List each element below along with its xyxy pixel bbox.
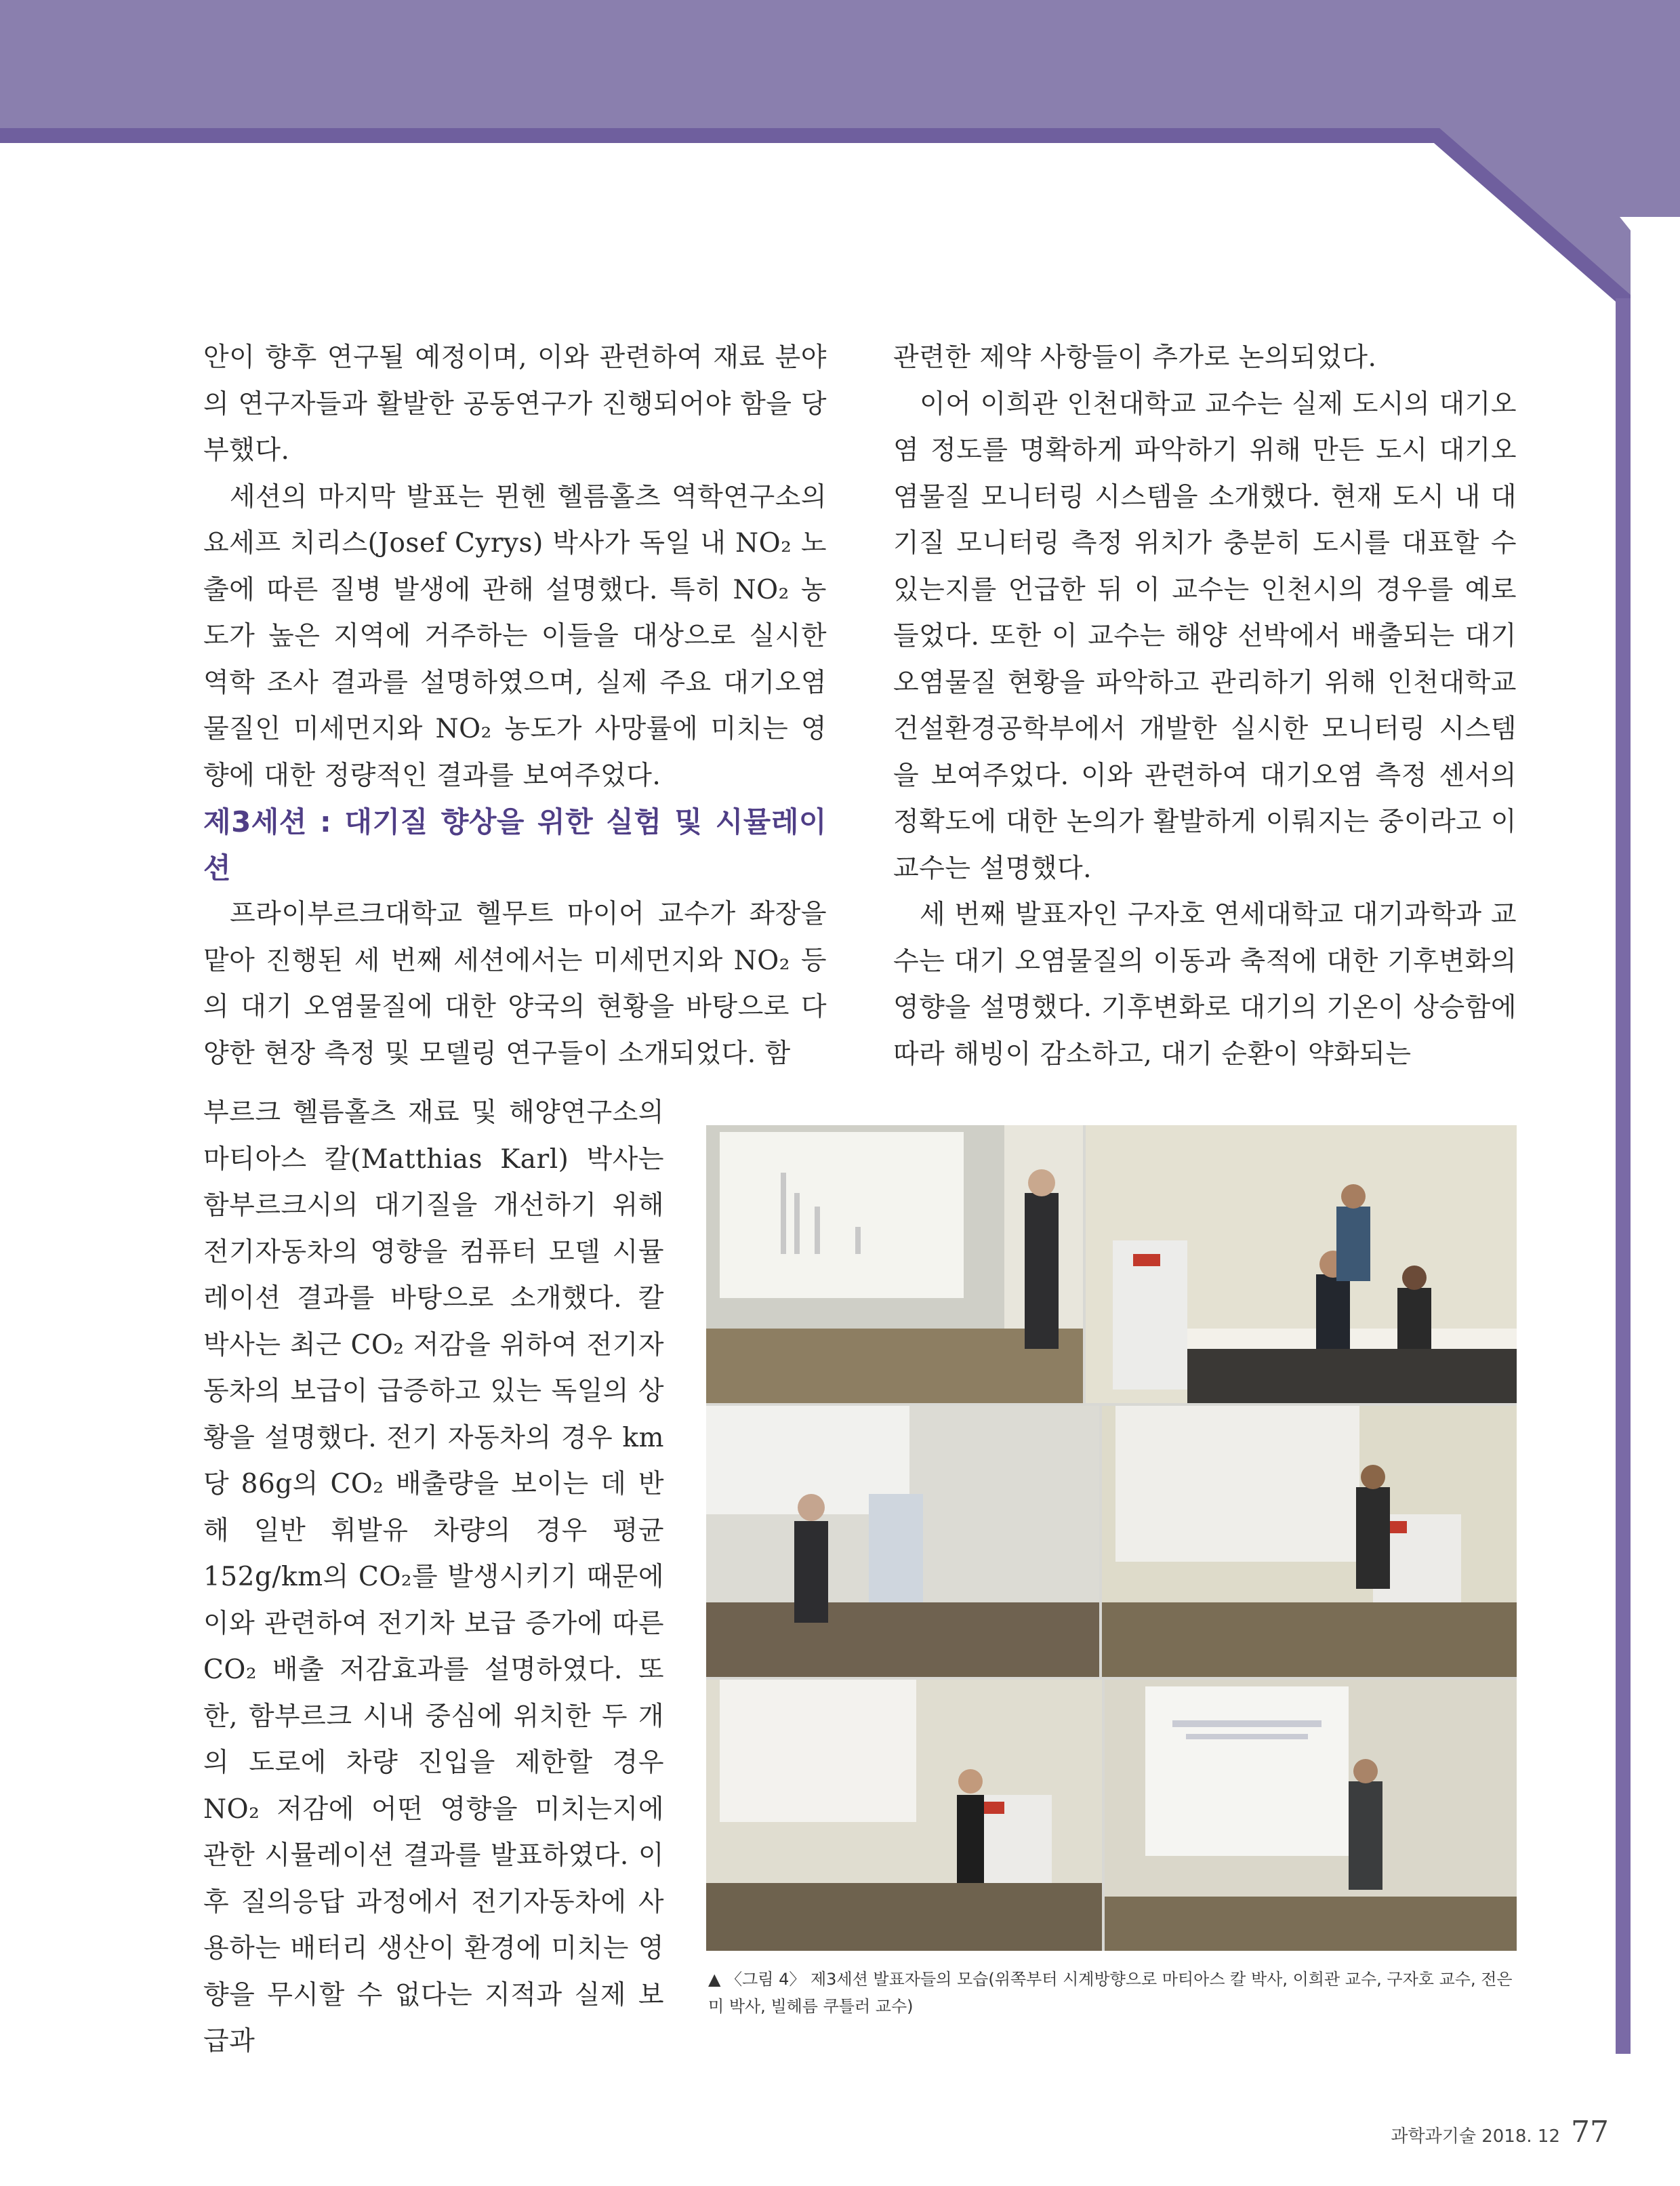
photo-lee-hee-kwan [1086,1125,1517,1403]
photo-koo-ja-ho [706,1406,1099,1677]
paragraph: 세 번째 발표자인 구자호 연세대학교 대기과학과 교수는 대기 오염물질의 이동과 축적에 대한 기후변화의 영향을 설명했다. 기후변화로 대기의 기온이 상승함에 따라 해빙이 감소하고, 대기 순환이 약화되는 [893,899,1517,1070]
paragraph: 부르크 헬름홀츠 재료 및 해양연구소의 마티아스 칼(Matthias Karl) 박사는 함부르크시의 대기질을 개선하기 위해 전기자동차의 영향을 컴퓨터 모델 시뮬레이션 결과를 바탕으로 소개했다. 칼 박사는 최근 CO₂ 저감을 위하여 전기자동차의 보급이 급증하고 있는 독일의 상황을 설명했다. 전기 자동차의 경우 km당 86g의 CO₂ 배출량을 보이는 데 반해 일반 휘발유 차량의 경우 평균 152g/km의 CO₂를 발생시키기 때문에 이와 관련하여 전기차 보급 증가에 따른 CO₂ 배출 저감효과를 설명하였다. 또한, 함부르크 시내 중심에 위치한 두 개의 도로에 차량 진입을 제한할 경우 NO₂ 저감에 어떤 영향을 미치는지에 관한 시뮬레이션 결과를 발표하였다. 이후 질의응답 과정에서 전기자동차에 사용하는 배터리 생산이 환경에 미치는 영향을 무시할 수 없다는 지적과 실제 보급과 [203,1097,664,2057]
left-column-lower [203,1090,664,2065]
right-rail [1616,298,1631,2054]
photo-collage [706,1125,1517,1951]
right-column [893,335,1517,1078]
left-column-upper [203,335,827,1077]
page-number: 77 [1571,2115,1609,2149]
page-footer [1391,2115,1609,2149]
paragraph: 안이 향후 연구될 예정이며, 이와 관련하여 재료 분야의 연구자들과 활발한 공동연구가 진행되어야 함을 당부했다. [203,342,827,466]
photo-jeon-eun-mi [1102,1406,1517,1677]
paragraph: 관련한 제약 사항들이 추가로 논의되었다. [893,342,1377,373]
photo-wilhelm-kuttler [1105,1680,1517,1951]
paragraph: 프라이부르크대학교 헬무트 마이어 교수가 좌장을 맡아 진행된 세 번째 세션에서는 미세먼지와 NO₂ 등의 대기 오염물질에 대한 양국의 현황을 바탕으로 다양한 현장 측정 및 모델링 연구들이 소개되었다. 함 [203,899,827,1069]
section-heading: 제3세션 : 대기질 향상을 위한 실험 및 시뮬레이션 [203,805,827,885]
photo-matthias-karl [706,1125,1083,1403]
magazine-issue: 과학과기술 2018. 12 [1391,2126,1560,2147]
figure-caption: ▲ 〈그림 4〉 제3세션 발표자들의 모습(위쪽부터 시계방향으로 마티아스 칼 박사, 이희관 교수, 구자호 교수, 전은미 박사, 빌헤름 쿠틀러 교수) [708,1970,1513,2016]
paragraph: 이어 이희관 인천대학교 교수는 실제 도시의 대기오염 정도를 명확하게 파악하기 위해 만든 도시 대기오염물질 모니터링 시스템을 소개했다. 현재 도시 내 대기질 모니터링 측정 위치가 충분히 도시를 대표할 수 있는지를 언급한 뒤 이 교수는 인천시의 경우를 예로 들었다. 또한 이 교수는 해양 선박에서 배출되는 대기오염물질 현황을 파악하고 관리하기 위해 인천대학교 건설환경공학부에서 개발한 실시한 모니터링 시스템을 보여주었다. 이와 관련하여 대기오염 측정 센서의 정확도에 대한 논의가 활발하게 이뤄지는 중이라고 이 교수는 설명했다. [893,388,1517,884]
photo-speaker-female [706,1680,1102,1951]
header-tab-shape [0,0,1680,319]
paragraph: 세션의 마지막 발표는 뮌헨 헬름홀츠 역학연구소의 요세프 치리스(Josef Cyrys) 박사가 독일 내 NO₂ 노출에 따른 질병 발생에 관해 설명했다. 특히 NO₂ 농도가 높은 지역에 거주하는 이들을 대상으로 실시한 역학 조사 결과를 설명하였으며, 실제 주요 대기오염물질인 미세먼지와 NO₂ 농도가 사망률에 미치는 영향에 대한 정량적인 결과를 보여주었다. [203,481,827,791]
